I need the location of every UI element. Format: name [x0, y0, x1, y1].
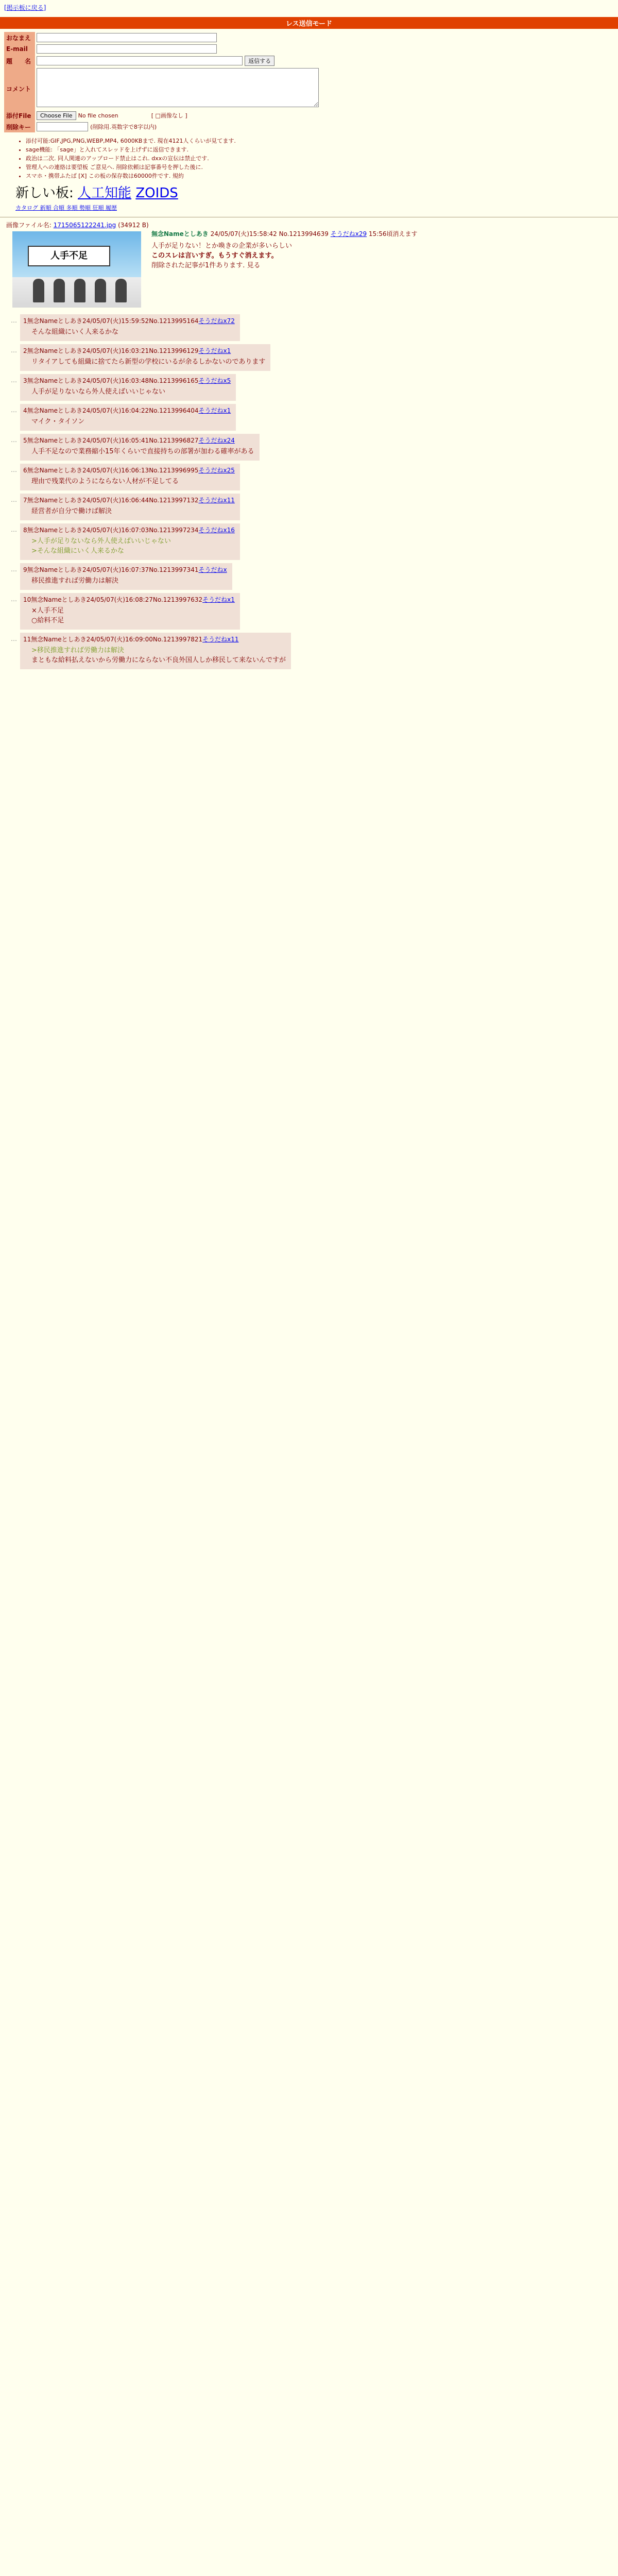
figure-icon — [74, 279, 85, 302]
reply-index: 8 — [23, 527, 27, 534]
reply-body-line: そんな組織にいく人来るかな — [31, 328, 119, 336]
figure-icon — [54, 279, 65, 302]
reply-header — [23, 406, 231, 415]
reply-box — [20, 633, 291, 669]
email-label: E-mail — [4, 43, 35, 55]
reply-index: 6 — [23, 467, 27, 474]
figure-icon — [33, 279, 44, 302]
reply-body — [31, 606, 235, 625]
reply-marker: … — [11, 635, 17, 642]
reply-sodane-link[interactable]: そうだねx11 — [198, 497, 235, 504]
figure-icon — [95, 279, 106, 302]
reply-header — [23, 565, 227, 574]
reply-sodane-link[interactable]: そうだねx1 — [198, 347, 231, 354]
reply-quote-line: >移民推進すれば労働力は解決 — [31, 647, 124, 654]
op-name: 無念Nameとしあき — [151, 230, 209, 238]
reply-body — [31, 536, 235, 556]
reply-body — [31, 506, 235, 516]
rule-item: • 政治は二次. 同人関連のアップロード禁止はこれ. dxxの宣伝は禁止です. — [26, 154, 618, 163]
reply-marker: … — [11, 596, 17, 603]
reply-body — [31, 576, 227, 586]
op-number[interactable]: No.1213994639 — [279, 230, 329, 238]
new-board-banner — [15, 182, 618, 201]
reply-body — [31, 327, 235, 337]
op-body-line: 削除された記事が1件あります. 見る — [151, 262, 261, 269]
reply-body-line: 理由で残業代のようにならない人材が不足してる — [31, 478, 179, 485]
back-to-board-link[interactable]: [掲示板に戻る] — [4, 4, 46, 11]
reply-sodane-link[interactable]: そうだねx — [198, 566, 227, 573]
op-image[interactable] — [12, 231, 141, 308]
delkey-note: (削除用.英数字で8字以内) — [90, 124, 157, 130]
reply-post — [10, 433, 260, 461]
reply-body — [31, 447, 254, 456]
reply-body-line: 人手不足なので業務縮小15年くらいで直接持ちの部署が加わる確率がある — [31, 448, 254, 455]
reply-post — [10, 493, 241, 521]
reply-index: 9 — [23, 566, 27, 573]
reply-box — [20, 434, 260, 461]
reply-info: 無念Nameとしあき24/05/07(火)16:07:03No.1213997234 — [27, 527, 199, 534]
reply-box — [20, 494, 240, 520]
figure-icon — [115, 279, 127, 302]
reply-post — [10, 592, 241, 630]
op-date: 24/05/07(火)15:58:42 — [210, 230, 277, 238]
reply-header — [23, 376, 231, 385]
reply-index: 3 — [23, 377, 27, 384]
reply-body-line: まともな給料払えないから労働力にならない不良外国人しか移民して来ないんですが — [31, 656, 286, 664]
submit-button[interactable]: 返信する — [245, 56, 274, 66]
reply-box — [20, 314, 240, 341]
reply-post — [10, 374, 236, 401]
reply-marker: … — [11, 566, 17, 573]
subject-label: 題 名 — [4, 55, 35, 67]
op-file-size: (34912 B) — [118, 222, 149, 229]
reply-post — [10, 463, 241, 491]
mode-title-bar: レス送信モード — [0, 17, 618, 29]
reply-box — [20, 404, 236, 431]
reply-marker: … — [11, 347, 17, 354]
op-file-link[interactable]: 1715065122241.jpg — [53, 222, 116, 229]
reply-index: 1 — [23, 317, 27, 325]
reply-form — [4, 32, 320, 132]
choose-file-button[interactable]: Choose File — [37, 111, 76, 120]
new-board-link-ai[interactable]: 人工知能 — [78, 185, 132, 201]
reply-index: 11 — [23, 636, 31, 643]
reply-box — [20, 563, 232, 590]
reply-info: 無念Nameとしあき24/05/07(火)16:09:00No.1213997821 — [31, 636, 203, 643]
reply-sodane-link[interactable]: そうだねx1 — [198, 407, 231, 414]
reply-sodane-link[interactable]: そうだねx1 — [202, 596, 235, 603]
no-image-option[interactable]: [ □画像なし ] — [151, 112, 187, 119]
delkey-label: 削除キー — [4, 121, 35, 132]
rule-item: • スマホ・携帯ふたば [X] この板の保存数は60000件です. 規約 — [26, 172, 618, 180]
reply-post — [10, 344, 271, 371]
reply-marker: … — [11, 406, 17, 414]
reply-info: 無念Nameとしあき24/05/07(火)16:06:44No.1213997132 — [27, 497, 199, 504]
reply-sodane-link[interactable]: そうだねx5 — [198, 377, 231, 384]
reply-post — [10, 523, 241, 561]
reply-body-line: ×人手不足 — [31, 607, 64, 615]
reply-index: 5 — [23, 437, 27, 444]
reply-marker: … — [11, 317, 17, 324]
top-nav — [0, 0, 618, 15]
reply-info: 無念Nameとしあき24/05/07(火)16:03:48No.1213996165 — [27, 377, 199, 384]
reply-info: 無念Nameとしあき24/05/07(火)16:05:41No.1213996827 — [27, 437, 199, 444]
reply-info: 無念Nameとしあき24/05/07(火)16:04:22No.1213996404 — [27, 407, 199, 414]
reply-info: 無念Nameとしあき24/05/07(火)16:06:13No.1213996995 — [27, 467, 199, 474]
reply-body-line: 人手が足りないなら外人使えばいいじゃない — [31, 388, 166, 396]
reply-info: 無念Nameとしあき24/05/07(火)16:07:37No.1213997341 — [27, 566, 199, 573]
rules-list — [15, 137, 618, 180]
reply-header — [23, 436, 254, 445]
reply-index: 7 — [23, 497, 27, 504]
comment-textarea[interactable] — [37, 68, 319, 107]
reply-header — [23, 635, 286, 643]
reply-info: 無念Nameとしあき24/05/07(火)16:03:21No.1213996129 — [27, 347, 199, 354]
reply-marker: … — [11, 436, 17, 444]
rule-item: • 添付可能:GIF,JPG,PNG,WEBP,MP4, 6000KBまで. 現在4121人くらいが見てます. — [26, 137, 618, 145]
reply-post — [10, 563, 233, 590]
reply-body — [31, 417, 231, 427]
reply-post — [10, 314, 241, 342]
reply-sodane-link[interactable]: そうだねx16 — [198, 527, 235, 534]
catalog-links — [15, 204, 618, 212]
reply-box — [20, 464, 240, 490]
op-file-line — [6, 221, 612, 229]
reply-sodane-link[interactable]: そうだねx25 — [198, 467, 235, 474]
reply-post — [10, 632, 291, 670]
replies-list — [0, 314, 618, 670]
file-label: 添付File — [4, 110, 35, 121]
reply-body-line: リタイアしても組織に捨てたら新型の学校にいるが余るしかないのであります — [31, 358, 266, 366]
reply-marker: … — [11, 466, 17, 473]
reply-post — [10, 403, 236, 431]
reply-box — [20, 593, 240, 630]
reply-marker: … — [11, 496, 17, 503]
email-input[interactable] — [37, 44, 217, 54]
no-file-text: No file chosen — [78, 112, 118, 119]
reply-box — [20, 523, 240, 560]
reply-header — [23, 346, 265, 355]
name-input[interactable] — [37, 33, 217, 42]
op-body-line: このスレは言いすぎ。もうすぐ消えます。 — [151, 252, 278, 260]
reply-header — [23, 316, 235, 325]
op-sodane-link[interactable]: そうだねx29 — [330, 230, 367, 238]
reply-index: 2 — [23, 347, 27, 354]
reply-marker: … — [11, 526, 17, 533]
comment-label: コメント — [4, 67, 35, 110]
reply-quote-line: >人手が足りないなら外人使えばいいじゃない — [31, 537, 171, 545]
name-label: おなまえ — [4, 32, 35, 43]
reply-body — [31, 646, 286, 665]
reply-body — [31, 477, 235, 486]
reply-info: 無念Nameとしあき24/05/07(火)16:08:27No.1213997632 — [31, 596, 203, 603]
op-image-sign: 人手不足 — [28, 246, 110, 266]
op-body-line: 人手が足りない！とか喚きの企業が多いらしい — [151, 242, 293, 250]
reply-quote-line: >そんな組織にいく人来るかな — [31, 547, 124, 555]
reply-body — [31, 357, 265, 367]
reply-index: 10 — [23, 596, 31, 603]
subject-input[interactable] — [37, 56, 243, 65]
reply-sodane-link[interactable]: そうだねx24 — [198, 437, 235, 444]
new-board-prefix: 新しい板: — [15, 185, 74, 201]
reply-info: 無念Nameとしあき24/05/07(火)15:59:52No.1213995164 — [27, 317, 199, 325]
reply-body — [31, 387, 231, 397]
reply-sodane-link[interactable]: そうだねx72 — [198, 317, 235, 325]
reply-body-line: 経営者が自分で働けば解決 — [31, 507, 112, 515]
reply-header — [23, 595, 235, 604]
op-file-label: 画像ファイル名: — [6, 222, 52, 229]
new-board-link-zoids[interactable]: ZOIDS — [135, 185, 178, 201]
reply-box — [20, 344, 270, 371]
reply-body-line: マイク・タイソン — [31, 418, 85, 426]
reply-header — [23, 526, 235, 534]
reply-marker: … — [11, 377, 17, 384]
op-expire: 15:56頃消えます — [368, 230, 418, 238]
catalog-nav-links[interactable]: カタログ 新順 合順 多順 勢順 狂順 履歴 — [15, 205, 117, 211]
original-post — [0, 221, 618, 312]
reply-box — [20, 374, 236, 401]
reply-index: 4 — [23, 407, 27, 414]
reply-sodane-link[interactable]: そうだねx11 — [202, 636, 239, 643]
delete-key-input[interactable] — [37, 122, 88, 131]
reply-body-line: ○給料不足 — [31, 617, 64, 624]
rule-item: • 管理人への連絡は要望板 ご意見へ. 削除依頼は記事番号を押した後に. — [26, 163, 618, 172]
reply-body-line: 移民推進すれば労働力は解決 — [31, 577, 119, 585]
reply-header — [23, 466, 235, 474]
reply-header — [23, 496, 235, 504]
rule-item: • sage機能: 「sage」と入れてスレッドを上げずに返信できます. — [26, 145, 618, 154]
